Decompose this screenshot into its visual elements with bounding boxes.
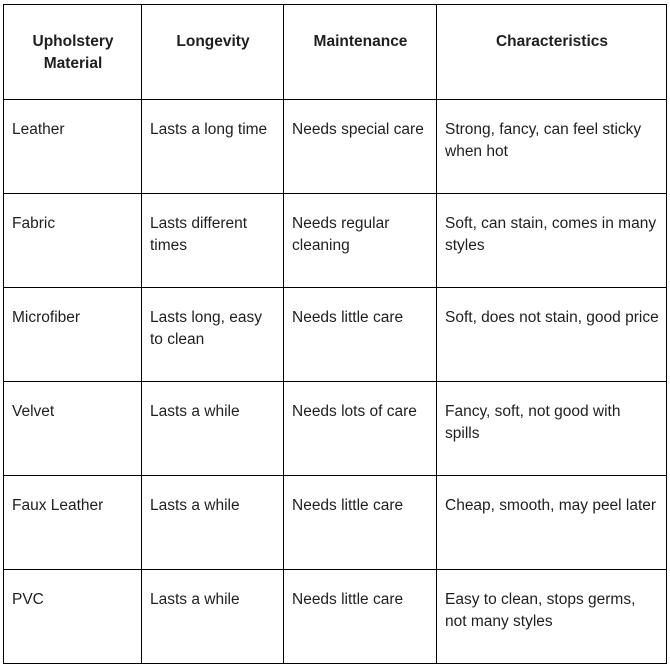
cell-characteristics: Soft, does not stain, good price xyxy=(437,288,667,382)
cell-maintenance: Needs little care xyxy=(284,288,437,382)
cell-longevity: Lasts a while xyxy=(142,570,284,664)
table-row xyxy=(4,288,667,382)
cell-longevity: Lasts long, easy to clean xyxy=(142,288,284,382)
header-maintenance: Maintenance xyxy=(284,5,437,100)
table-row xyxy=(4,194,667,288)
cell-material: Fabric xyxy=(4,194,142,288)
cell-characteristics: Cheap, smooth, may peel later xyxy=(437,476,667,570)
cell-material: Faux Leather xyxy=(4,476,142,570)
cell-characteristics: Easy to clean, stops germs, not many styles xyxy=(437,570,667,664)
cell-material: Velvet xyxy=(4,382,142,476)
header-longevity: Longevity xyxy=(142,5,284,100)
cell-longevity: Lasts different times xyxy=(142,194,284,288)
cell-maintenance: Needs regular cleaning xyxy=(284,194,437,288)
cell-material: Leather xyxy=(4,100,142,194)
header-row xyxy=(4,5,667,100)
cell-characteristics: Strong, fancy, can feel sticky when hot xyxy=(437,100,667,194)
cell-longevity: Lasts a while xyxy=(142,382,284,476)
header-characteristics: Characteristics xyxy=(437,5,667,100)
cell-longevity: Lasts a long time xyxy=(142,100,284,194)
table-body xyxy=(4,100,667,664)
table-row xyxy=(4,570,667,664)
material-comparison-table xyxy=(3,4,667,664)
cell-material: PVC xyxy=(4,570,142,664)
cell-characteristics: Fancy, soft, not good with spills xyxy=(437,382,667,476)
table-header xyxy=(4,5,667,100)
table-row xyxy=(4,476,667,570)
cell-characteristics: Soft, can stain, comes in many styles xyxy=(437,194,667,288)
header-material: Upholstery Material xyxy=(4,5,142,100)
table-row xyxy=(4,100,667,194)
cell-longevity: Lasts a while xyxy=(142,476,284,570)
cell-material: Microfiber xyxy=(4,288,142,382)
table-row xyxy=(4,382,667,476)
cell-maintenance: Needs lots of care xyxy=(284,382,437,476)
cell-maintenance: Needs special care xyxy=(284,100,437,194)
cell-maintenance: Needs little care xyxy=(284,476,437,570)
cell-maintenance: Needs little care xyxy=(284,570,437,664)
